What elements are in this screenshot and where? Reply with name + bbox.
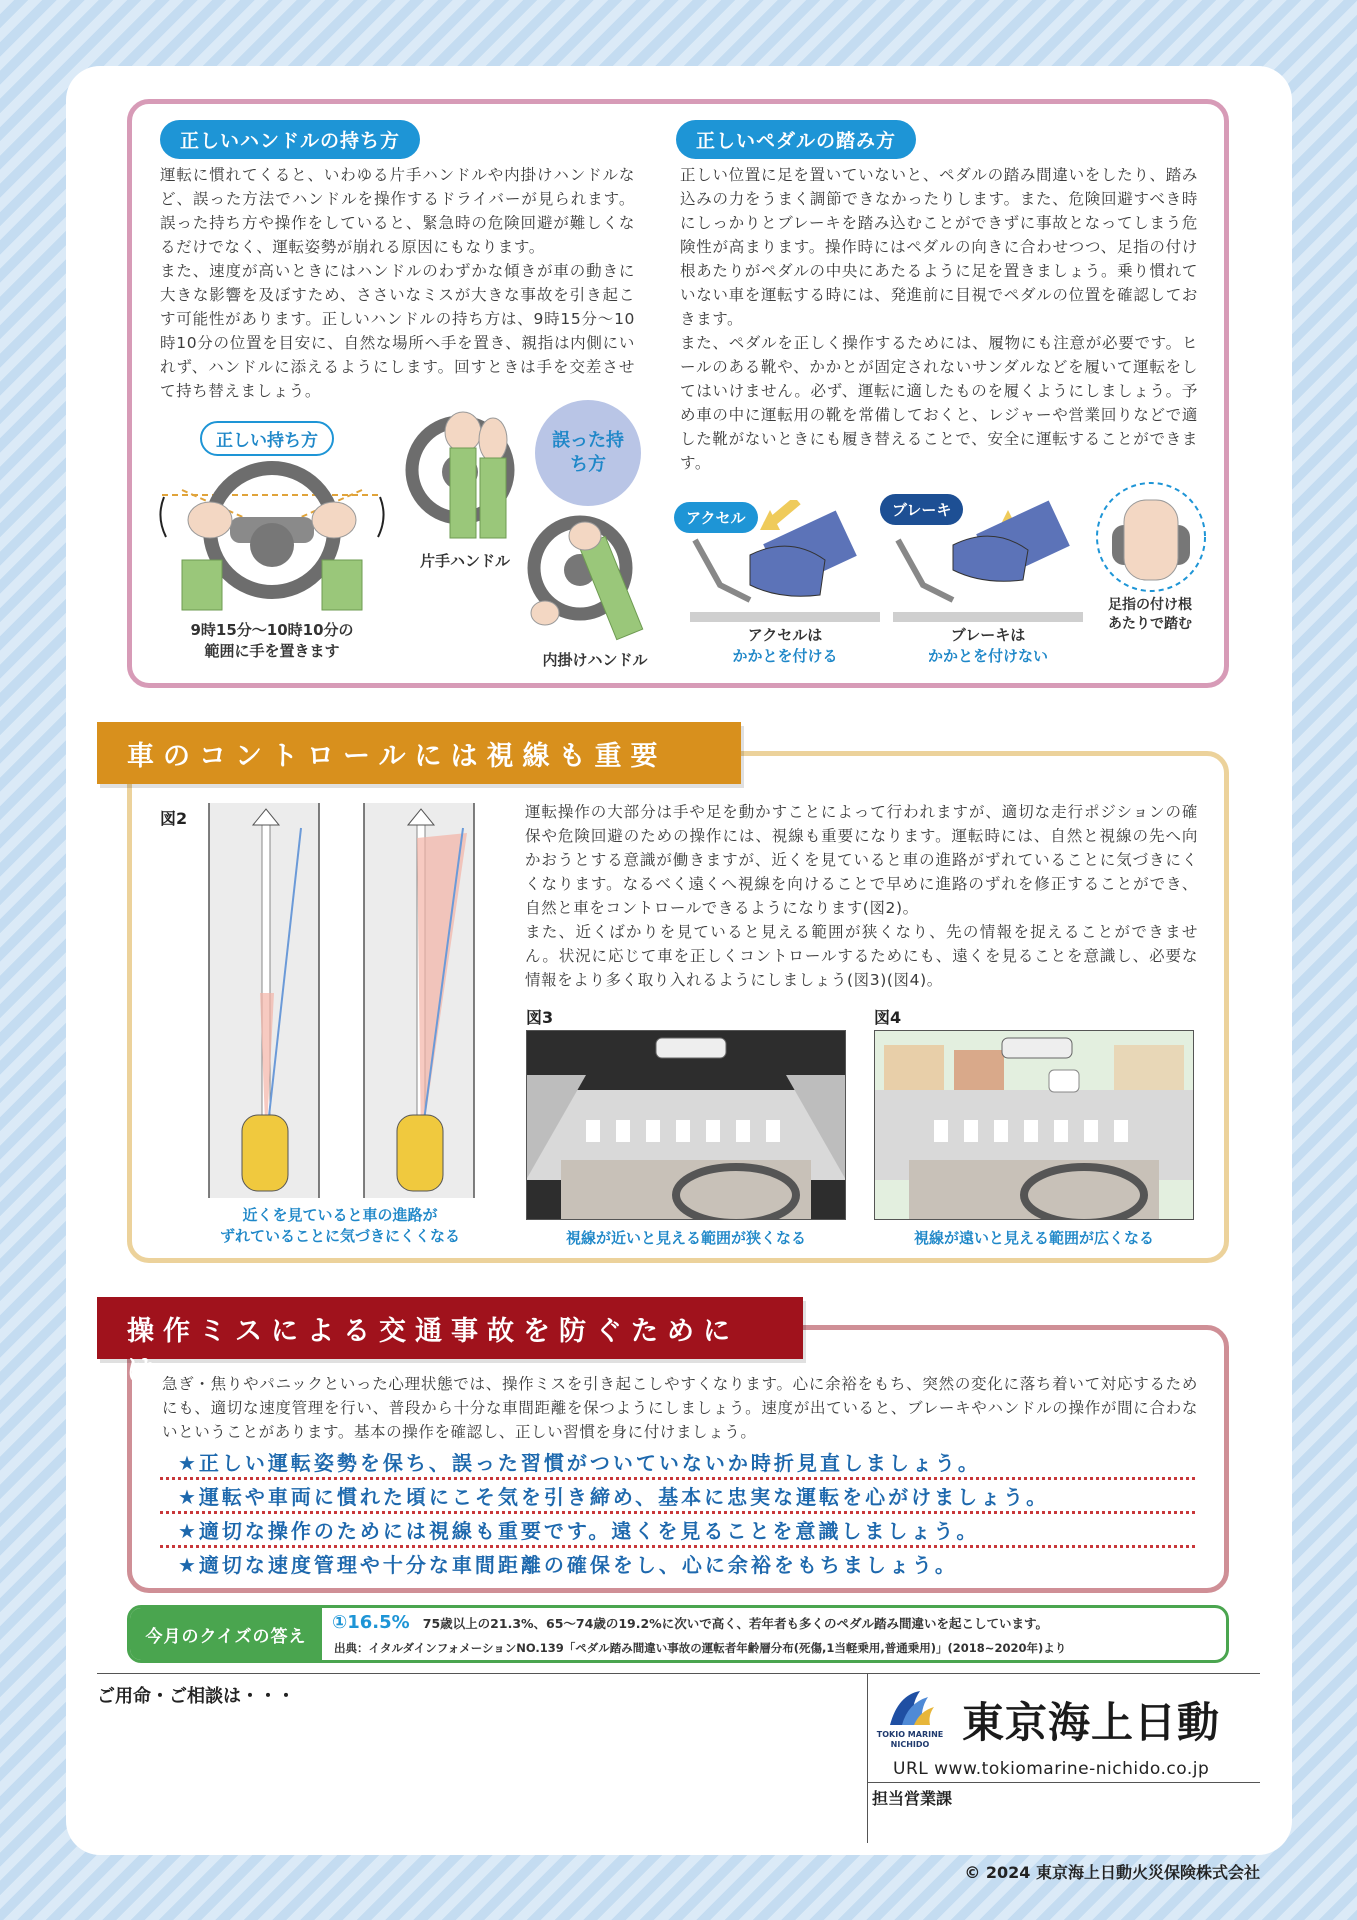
mistake-section-title: 操作ミスによる交通事故を防ぐためには [97,1297,803,1359]
logo-small-text-line2: NICHIDO [890,1740,930,1749]
brake-caption-line1: ブレーキは [950,626,1026,644]
correct-grip-caption [152,620,392,662]
quiz-source: 出典：イタルダインフォメーションNO.139「ペダル踏み間違い事故の運転者年齢層分布(死傷,1当軽乗用,普通乗用)」(2018~2020年)より [334,1641,1067,1655]
fig2-label: 図2 [160,809,188,828]
toe-position-illustration [1094,480,1209,595]
handle-title: 正しいハンドルの持ち方 [160,120,420,159]
pedal-text: 正しい位置に足を置いていないと、ペダルの踏み間違いをしたり、踏み込みの力をうまく調節できなかったりします。また、危険回避すべき時にしっかりとブレーキを踏み込むことができずに事故となってしまう危険性が高まります。操作時にはペダルの向きに合わせつつ、足指の付け根あたりがペダルの中央にあたるように足を置きましょう。乗り慣れていない車を運転する時には、発進前に目視でペダルの位置を確認しておきます。 また、ペダルを正しく操作するためには、履物にも注意が必要です。ヒールのある靴や、かかとが固定されないサンダルなどを履いて運転をしてはいけません。必ず、運転に適したものを履くようにしましょう。予め車の中に運転用の靴を常備しておくと、レジャーや営業回りなどで適した靴がないときにも履き替えることで、安全に運転することができます。 [680,166,1198,472]
fig2-caption-line1: 近くを見ていると車の進路が [242,1206,438,1224]
handle-text: 運転に慣れてくると、いわゆる片手ハンドルや内掛けハンドルなど、誤った方法でハンドルを操作するドライバーが見られます。誤った持ち方や操作をしていると、緊急時の危険回避が難しくなるだけでなく、運転姿勢が崩れる原因にもなります。 また、速度が高いときにはハンドルのわずかな傾きが車の動きに大きな影響を及ぼすため、ささいなミスが大きな事故を引き起こす可能性があります。正しいハンドルの持ち方は、9時15分～10時10分の位置を目安に、自然な場所へ手を置き、親指は内側にいれず、ハンドルに添えるようにします。回すときは手を交差させて持ち替えましょう。 [160,166,635,400]
logo-small-text [872,1730,948,1750]
fig4-caption: 視線が遠いと見える範囲が広くなる [913,1229,1154,1247]
tip-bullet: ★適切な操作のためには視線も重要です。遠くを見ることを意識しましょう。 [160,1516,1195,1548]
inner-hook-label: 内掛けハンドル [542,651,648,669]
one-hand-label: 片手ハンドル [419,552,510,570]
one-hand-illustration [405,410,520,545]
pedal-title: 正しいペダルの踏み方 [676,120,916,159]
accel-illustration [690,500,880,625]
logo-small-text-line1: TOKIO MARINE [876,1730,944,1739]
accel-caption [690,625,880,667]
correct-grip-illustration [152,455,392,615]
company-url[interactable]: URL www.tokiomarine-nichido.co.jp [893,1759,1210,1779]
fig4-illustration [874,1030,1194,1220]
company-name: 東京海上日動 [962,1698,1221,1747]
brake-tag: ブレーキ [880,494,963,525]
tip-bullet: ★適切な速度管理や十分な車間距離の確保をし、心に余裕をもちましょう。 [178,1553,958,1577]
brake-caption [893,625,1083,667]
fig2-illustration [205,803,475,1200]
contact-label: ご用命・ご相談は・・・ [97,1686,295,1707]
brake-illustration [893,500,1083,625]
fig2-caption-line2: ずれていることに気づきにくくなる [219,1227,460,1245]
tip-bullet: ★正しい運転姿勢を保ち、誤った習慣がついていないか時折見直しましょう。 [160,1448,1195,1480]
fig2-caption [180,1205,500,1247]
dept-divider [867,1782,1260,1783]
gaze-section-title: 車のコントロールには視線も重要 [97,722,741,784]
quiz-answer-line [332,1612,1222,1633]
brake-caption-line2: かかとを付けない [927,647,1048,665]
quiz-answer-box [127,1605,1229,1663]
footer-vertical-divider [867,1673,868,1843]
fig3-caption: 視線が近いと見える範囲が狭くなる [565,1229,806,1247]
accel-tag: アクセル [674,502,758,533]
accel-caption-line2: かかとを付ける [732,647,838,665]
toe-caption [1090,596,1210,634]
tip-bullet: ★運転や車両に慣れた頃にこそ気を引き締め、基本に忠実な運転を心がけましょう。 [160,1482,1195,1514]
tokio-marine-logo-icon [880,1685,940,1735]
inner-hook-illustration [525,508,660,643]
correct-grip-label: 正しい持ち方 [200,421,334,456]
mistake-text: 急ぎ・焦りやパニックといった心理状態では、操作ミスを引き起こしやすくなります。心に余裕をもち、突然の変化に落ち着いて対応するためにも、適切な速度管理を行い、普段から十分な車間距離を保つようにしましょう。速度が出ていると、ブレーキやハンドルの操作が間に合わないということがあります。基本の操作を確認し、正しい習慣を身に付けましょう。 [162,1375,1198,1441]
dept-label: 担当営業課 [872,1789,953,1808]
fig3-illustration [526,1030,846,1220]
quiz-detail: 75歳以上の21.3%、65～74歳の19.2%に次いで高く、若年者も多くのペダル踏み間違いを起こしています。 [422,1616,1048,1631]
toe-caption-line2: あたりで踏む [1108,616,1192,632]
gaze-text: 運転操作の大部分は手や足を動かすことによって行われますが、適切な走行ポジションの確保や危険回避のための操作には、視線も重要になります。運転時には、自然と視線の先へ向かおうとする意識が働きますが、近くを見ていると車の進路がずれていることに気づきにくくなります。なるべく遠くへ視線を向けることで早めに進路のずれを修正することができ、自然と車をコントロールできるようになります(図2)。 また、近くばかりを見ていると見える範囲が狭くなり、先の情報を捉えることができません。状況に応じて車を正しくコントロールするためにも、遠くを見ることを意識し、必要な情報をより多く取り入れるようにしましょう(図3)(図4)。 [525,803,1198,989]
fig4-label: 図4 [874,1008,902,1027]
accel-caption-line1: アクセルは [747,626,823,644]
fig3-label: 図3 [526,1008,554,1027]
correct-grip-caption-line2: 範囲に手を置きます [204,642,340,660]
toe-caption-line1: 足指の付け根 [1108,597,1192,613]
wrong-grip-badge: 誤った持ち方 [535,400,641,506]
quiz-answer: ①16.5% [332,1612,410,1633]
quiz-label: 今月のクイズの答え [130,1608,322,1660]
correct-grip-caption-line1: 9時15分～10時10分の [190,621,354,639]
copyright: © 2024 東京海上日動火災保険株式会社 [964,1863,1260,1882]
footer-divider [97,1673,1260,1674]
